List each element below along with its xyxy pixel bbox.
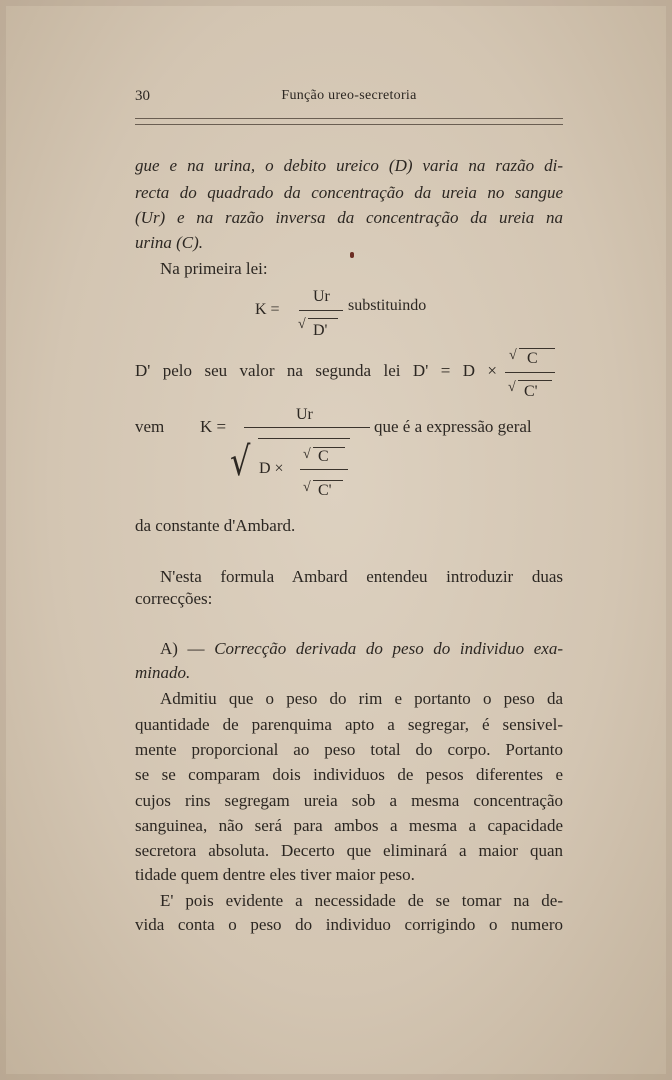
formula-lhs: K = — [255, 301, 280, 318]
formula-suffix: substituindo — [348, 297, 427, 314]
text-line-with-formula: D' pelo seu valor na segunda lei D' = D × — [135, 361, 497, 380]
formula-denominator: C' — [524, 383, 538, 400]
sqrt-sign: √ — [298, 317, 306, 332]
fraction-bar — [299, 310, 343, 311]
formula-lead: vem — [135, 417, 165, 436]
formula-suffix: que é a expressão geral — [374, 417, 532, 436]
running-title: Função ureo-secretoria — [281, 88, 417, 103]
text-line: quantidade de parenquima apto a segregar, é sensivel- — [135, 715, 563, 734]
sqrt-sign: √ — [303, 447, 311, 462]
text-line: secretora absoluta. Decerto que eliminará a maior quan — [135, 841, 563, 860]
section-title: Correcção derivada do peso do individuo exa- — [214, 639, 564, 658]
sqrt-sign: √ — [303, 480, 311, 495]
formula-numerator: Ur — [296, 406, 313, 423]
formula-den-denominator: C' — [318, 482, 332, 499]
fraction-bar — [244, 427, 370, 428]
section-title-cont: minado. — [135, 663, 191, 682]
big-sqrt-vinculum — [258, 438, 350, 439]
sqrt-sign: √ — [508, 380, 516, 395]
text-line: Admitiu que o peso do rim e portanto o peso da — [160, 689, 563, 708]
sqrt-vinculum — [518, 380, 552, 381]
formula-den-d: D × — [259, 460, 284, 477]
sqrt-sign: √ — [509, 348, 517, 363]
formula-denominator: D' — [313, 322, 328, 339]
text-line: E' pois evidente a necessidade de se tomar na de- — [160, 891, 563, 910]
page-number: 30 — [135, 88, 150, 104]
text-line: recta do quadrado da concentração da ureia no sangue — [135, 183, 563, 202]
section-heading — [160, 638, 563, 660]
text-line: (Ur) e na razão inversa da concentração da ureia na — [135, 208, 563, 227]
text-line: mente proporcional ao peso total do corpo. Portanto — [135, 740, 563, 759]
text-line: gue e na urina, o debito ureico (D) varia na razão di- — [135, 156, 563, 175]
sqrt-vinculum — [308, 318, 338, 319]
page-header — [135, 88, 563, 110]
formula-numerator: C — [527, 350, 538, 367]
text-line: correcções: — [135, 589, 213, 608]
sqrt-vinculum — [313, 480, 343, 481]
text-line: cujos rins segregam ureia sob a mesma concentração — [135, 791, 563, 810]
header-rule — [135, 118, 563, 119]
formula-den-numerator: C — [318, 448, 329, 465]
fraction-bar-inner — [300, 469, 348, 470]
text-line: sanguinea, não será para ambos a mesma a capacidade — [135, 816, 563, 835]
text-line: vida conta o peso do individuo corrigindo o numero — [135, 915, 563, 934]
ink-speck — [350, 252, 354, 258]
fraction-bar — [505, 372, 555, 373]
big-sqrt-sign: √ — [230, 439, 251, 485]
formula-lhs: K = — [200, 417, 227, 436]
text-line: da constante d'Ambard. — [135, 516, 296, 535]
text-line: se se comparam dois individuos de pesos diferentes e — [135, 765, 563, 784]
formula-numerator: Ur — [313, 288, 330, 305]
text-line: tidade quem dentre eles tiver maior peso. — [135, 865, 415, 884]
section-label: A) — — [160, 639, 205, 658]
sqrt-vinculum — [519, 348, 555, 349]
text-line: N'esta formula Ambard entendeu introduzir duas — [160, 567, 563, 586]
text-line: urina (C). — [135, 233, 203, 252]
header-rule-double — [135, 124, 563, 125]
text-line: Na primeira lei: — [160, 259, 268, 278]
